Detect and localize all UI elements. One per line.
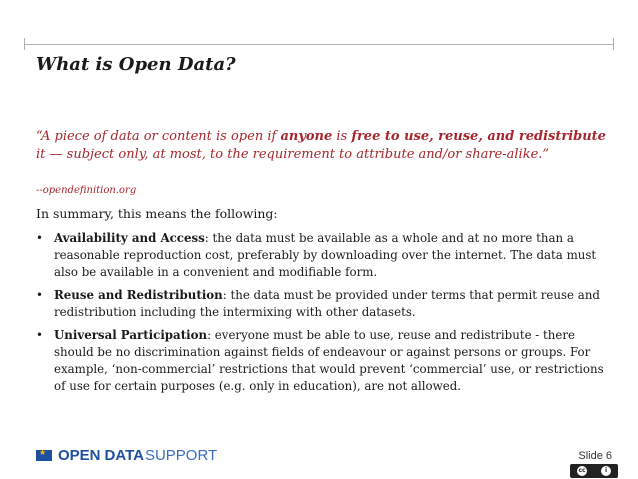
quote-part-2: is xyxy=(332,129,352,144)
quote-bold-anyone: anyone xyxy=(280,129,333,144)
cc-circle-icon: cc xyxy=(578,467,586,474)
bullet-text: : everyone must be able to use, reuse and redistribute - there should be no discrimination against fields of endeavour or against persons or groups. For example, ‘non-commercial’ restrictions that would prevent ‘commercial’ use, or restrictions of use for certain purposes (e.g. only in education), are not allowed. xyxy=(54,328,604,393)
logo-open-text: OPEN xyxy=(58,447,101,464)
quote-bold-free: free to use, reuse, and redistribute xyxy=(351,129,606,144)
bullet-text: : the data must be provided under terms that permit reuse and redistribution including the intermixing with other datasets. xyxy=(54,288,600,319)
list-item xyxy=(36,327,610,395)
bullet-text: : the data must be available as a whole and at no more than a reasonable reproduction cost, preferably by downloading over the internet. The data must also be available in a convenient and modifiable form. xyxy=(54,231,597,279)
bullet-marker: • xyxy=(36,328,43,342)
quote-source: --opendefinition.org xyxy=(36,185,137,196)
principles-list xyxy=(36,230,610,401)
quote-part-1: “A piece of data or content is open if xyxy=(36,129,281,144)
definition-quote xyxy=(36,128,606,164)
open-data-support-logo xyxy=(36,447,217,464)
bullet-term: Reuse and Redistribution xyxy=(54,288,223,302)
bullet-marker: • xyxy=(36,288,43,302)
logo-data-text: DATA xyxy=(104,447,144,464)
logo-support-text: SUPPORT xyxy=(144,447,218,464)
slide-number: Slide 6 xyxy=(578,450,612,462)
top-divider xyxy=(24,44,614,45)
summary-intro: In summary, this means the following: xyxy=(36,206,278,221)
quote-part-3: it — subject only, at most, to the requirement to attribute and/or share-alike.” xyxy=(36,147,550,162)
eu-flag-icon xyxy=(36,450,52,461)
list-item xyxy=(36,230,610,281)
bullet-marker: • xyxy=(36,231,43,245)
slide-title: What is Open Data? xyxy=(36,54,236,75)
creative-commons-icon xyxy=(570,464,618,478)
cc-by-icon: i xyxy=(601,466,611,476)
bullet-term: Availability and Access xyxy=(54,231,205,245)
bullet-term: Universal Participation xyxy=(54,328,208,342)
list-item xyxy=(36,287,610,321)
